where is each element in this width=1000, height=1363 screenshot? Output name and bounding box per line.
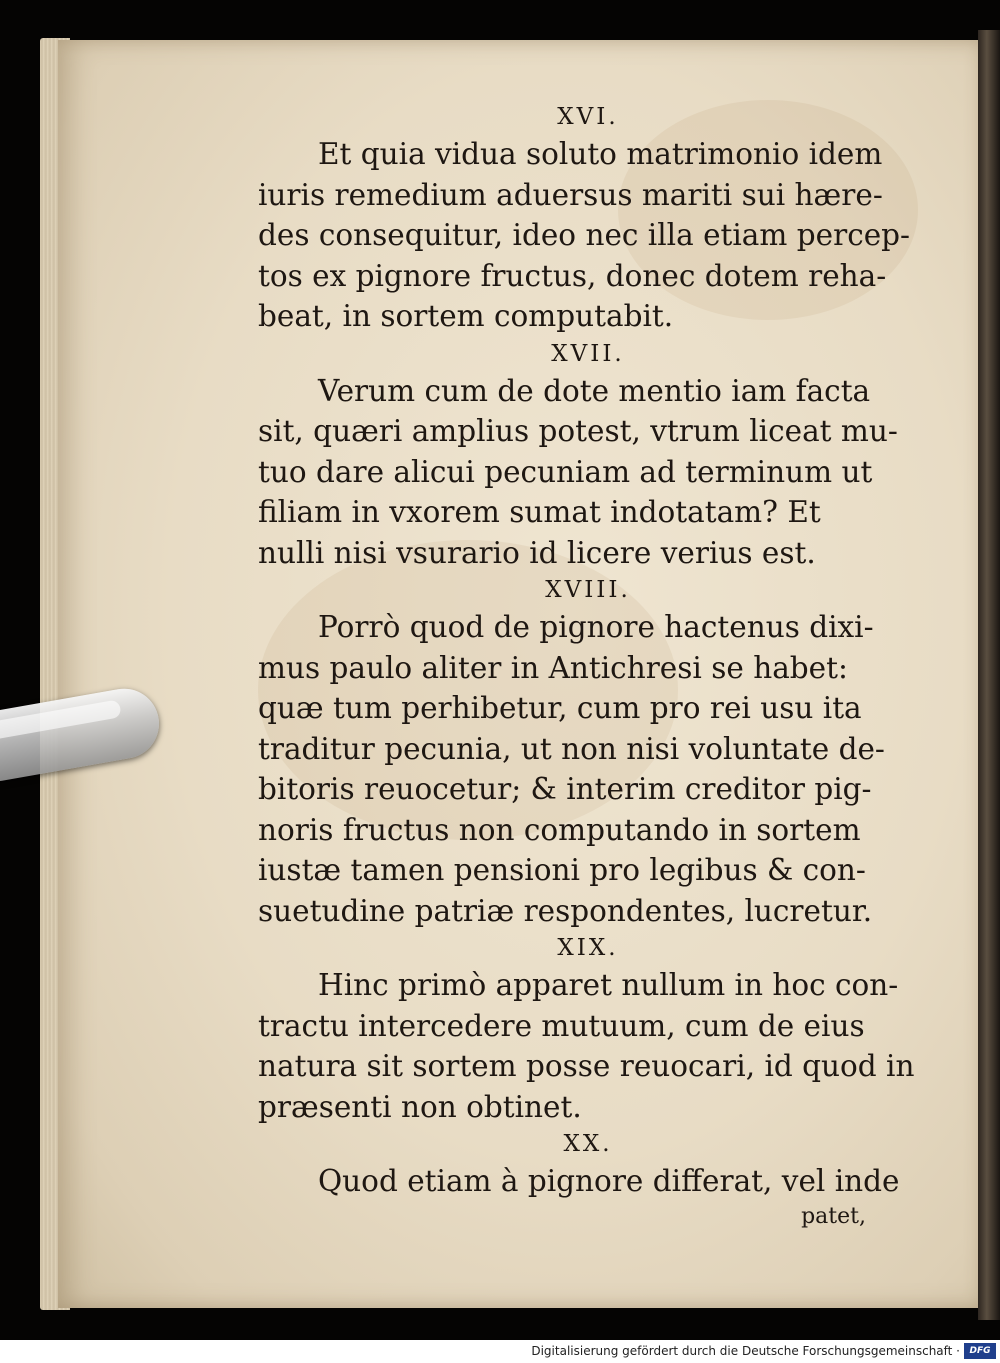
clip-highlight xyxy=(0,699,122,743)
text-line: sit, quæri amplius potest, vtrum liceat mu- xyxy=(258,414,898,448)
text-line: noris fructus non computando in sortem xyxy=(258,812,861,847)
text-line: beat, in sortem computabit. xyxy=(258,299,674,333)
catchword: patet, xyxy=(801,1203,866,1229)
paragraph xyxy=(258,134,911,337)
text-line: filiam in vxorem sumat indotatam? Et xyxy=(258,495,821,529)
text-line: Porrò quod de pignore hactenus dixi- xyxy=(318,610,874,644)
text-line: des consequitur, ideo nec illa etiam percep- xyxy=(258,218,911,252)
text-line: Hinc primò apparet nullum in hoc con- xyxy=(318,968,899,1002)
footer-bar xyxy=(0,1340,1000,1363)
text-line: iustæ tamen pensioni pro legibus & con- xyxy=(258,853,866,887)
text-line: tractu intercedere mutuum, cum de eius xyxy=(258,1008,865,1043)
text-line: Verum cum de dote mentio iam facta xyxy=(318,373,871,408)
text-line: Et quia vidua soluto matrimonio idem xyxy=(318,137,883,171)
text-line: tuo dare alicui pecuniam ad terminum ut xyxy=(258,454,873,489)
paragraph xyxy=(258,371,898,574)
binding-shadow xyxy=(978,30,1000,1320)
section-heading: XVI. xyxy=(557,104,619,130)
section-heading: XVII. xyxy=(551,340,625,367)
text-line: tos ex pignore fructus, donec dotem reha- xyxy=(258,258,887,293)
page-text xyxy=(258,100,915,1232)
dfg-logo: DFG xyxy=(964,1343,996,1359)
paragraph xyxy=(258,965,915,1127)
section-heading: XIX. xyxy=(557,935,619,961)
paragraph xyxy=(258,607,885,931)
text-line: natura sit sortem posse reuocari, id quod in xyxy=(258,1049,915,1083)
section-heading: XX. xyxy=(563,1131,613,1157)
text-line: traditur pecunia, ut non nisi voluntate de- xyxy=(258,731,885,766)
text-line: quæ tum perhibetur, cum pro rei usu ita xyxy=(258,691,862,725)
funding-credit: Digitalisierung gefördert durch die Deutsche Forschungsgemeinschaft · xyxy=(531,1344,960,1358)
text-line: suetudine patriæ respondentes, lucretur. xyxy=(258,893,873,928)
text-line: iuris remedium aduersus mariti sui hære- xyxy=(258,177,883,212)
text-line: præsenti non obtinet. xyxy=(258,1089,582,1124)
text-line: mus paulo aliter in Antichresi se habet: xyxy=(258,650,848,685)
section-heading: XVIII. xyxy=(545,577,631,603)
text-line: Quod etiam à pignore differat, vel inde xyxy=(318,1164,900,1198)
text-line: bitoris reuocetur; & interim creditor pig- xyxy=(258,772,872,806)
paragraph xyxy=(258,1161,900,1202)
text-line: nulli nisi vsurario id licere verius est. xyxy=(258,535,816,570)
